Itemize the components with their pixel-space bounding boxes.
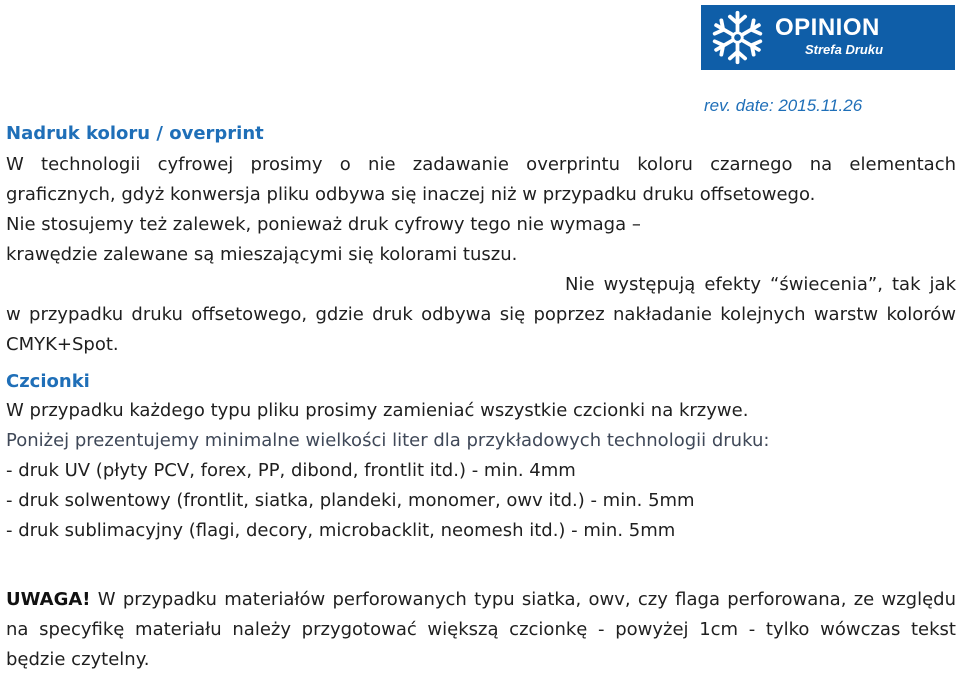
warning-text: W przypadku materiałów perforowanych typu siatka, owv, czy flaga perforowana, ze względu na specyfikę materiału należy przygotować większą czcionkę - powyżej 1cm - tylko wówczas tekst będzie czytelny. xyxy=(6,589,956,670)
opinion-logo xyxy=(701,5,955,70)
overprint-glow-paragraph: Nie występują efekty “świecenia”, tak jak w przypadku druku offsetowego, gdzie druk odbywa się poprzez nakładanie kolejnych warstw kolorów CMYK+Spot. xyxy=(6,274,956,355)
fonts-list-item: - druk UV (płyty PCV, forex, PP, dibond, frontlit itd.) - min. 4mm xyxy=(6,460,576,481)
overprint-paragraph xyxy=(6,150,956,270)
fonts-line: W przypadku każdego typu pliku prosimy zamieniać wszystkie czcionki na krzywe. xyxy=(6,400,749,421)
overprint-line: krawędzie zalewane są mieszającymi się kolorami tuszu. xyxy=(6,244,518,265)
fonts-list-item: - druk sublimacyjny (flagi, decory, microbacklit, neomesh itd.) - min. 5mm xyxy=(6,520,676,541)
revision-date: rev. date: 2015.11.26 xyxy=(704,96,863,115)
warning-paragraph xyxy=(6,585,956,674)
snowflake-icon xyxy=(709,9,766,66)
fonts-paragraph xyxy=(6,396,956,546)
overprint-line: Nie stosujemy też zalewek, ponieważ druk cyfrowy tego nie wymaga – xyxy=(6,214,641,235)
warning-label: UWAGA! xyxy=(6,589,91,610)
section-title-overprint: Nadruk koloru / overprint xyxy=(6,123,264,144)
logo-name: OPINION xyxy=(775,14,880,41)
logo-subtitle: Strefa Druku xyxy=(805,42,884,57)
section-title-fonts: Czcionki xyxy=(6,371,90,392)
fonts-line: Poniżej prezentujemy minimalne wielkości liter dla przykładowych technologii druku: xyxy=(6,430,770,451)
overprint-line: W technologii cyfrowej prosimy o nie zadawanie overprintu koloru czarnego na elementach xyxy=(6,154,956,175)
fonts-list-item: - druk solwentowy (frontlit, siatka, plandeki, monomer, owv itd.) - min. 5mm xyxy=(6,490,695,511)
overprint-line: graficznych, gdyż konwersja pliku odbywa się inaczej niż w przypadku druku offsetowego. xyxy=(6,184,816,205)
